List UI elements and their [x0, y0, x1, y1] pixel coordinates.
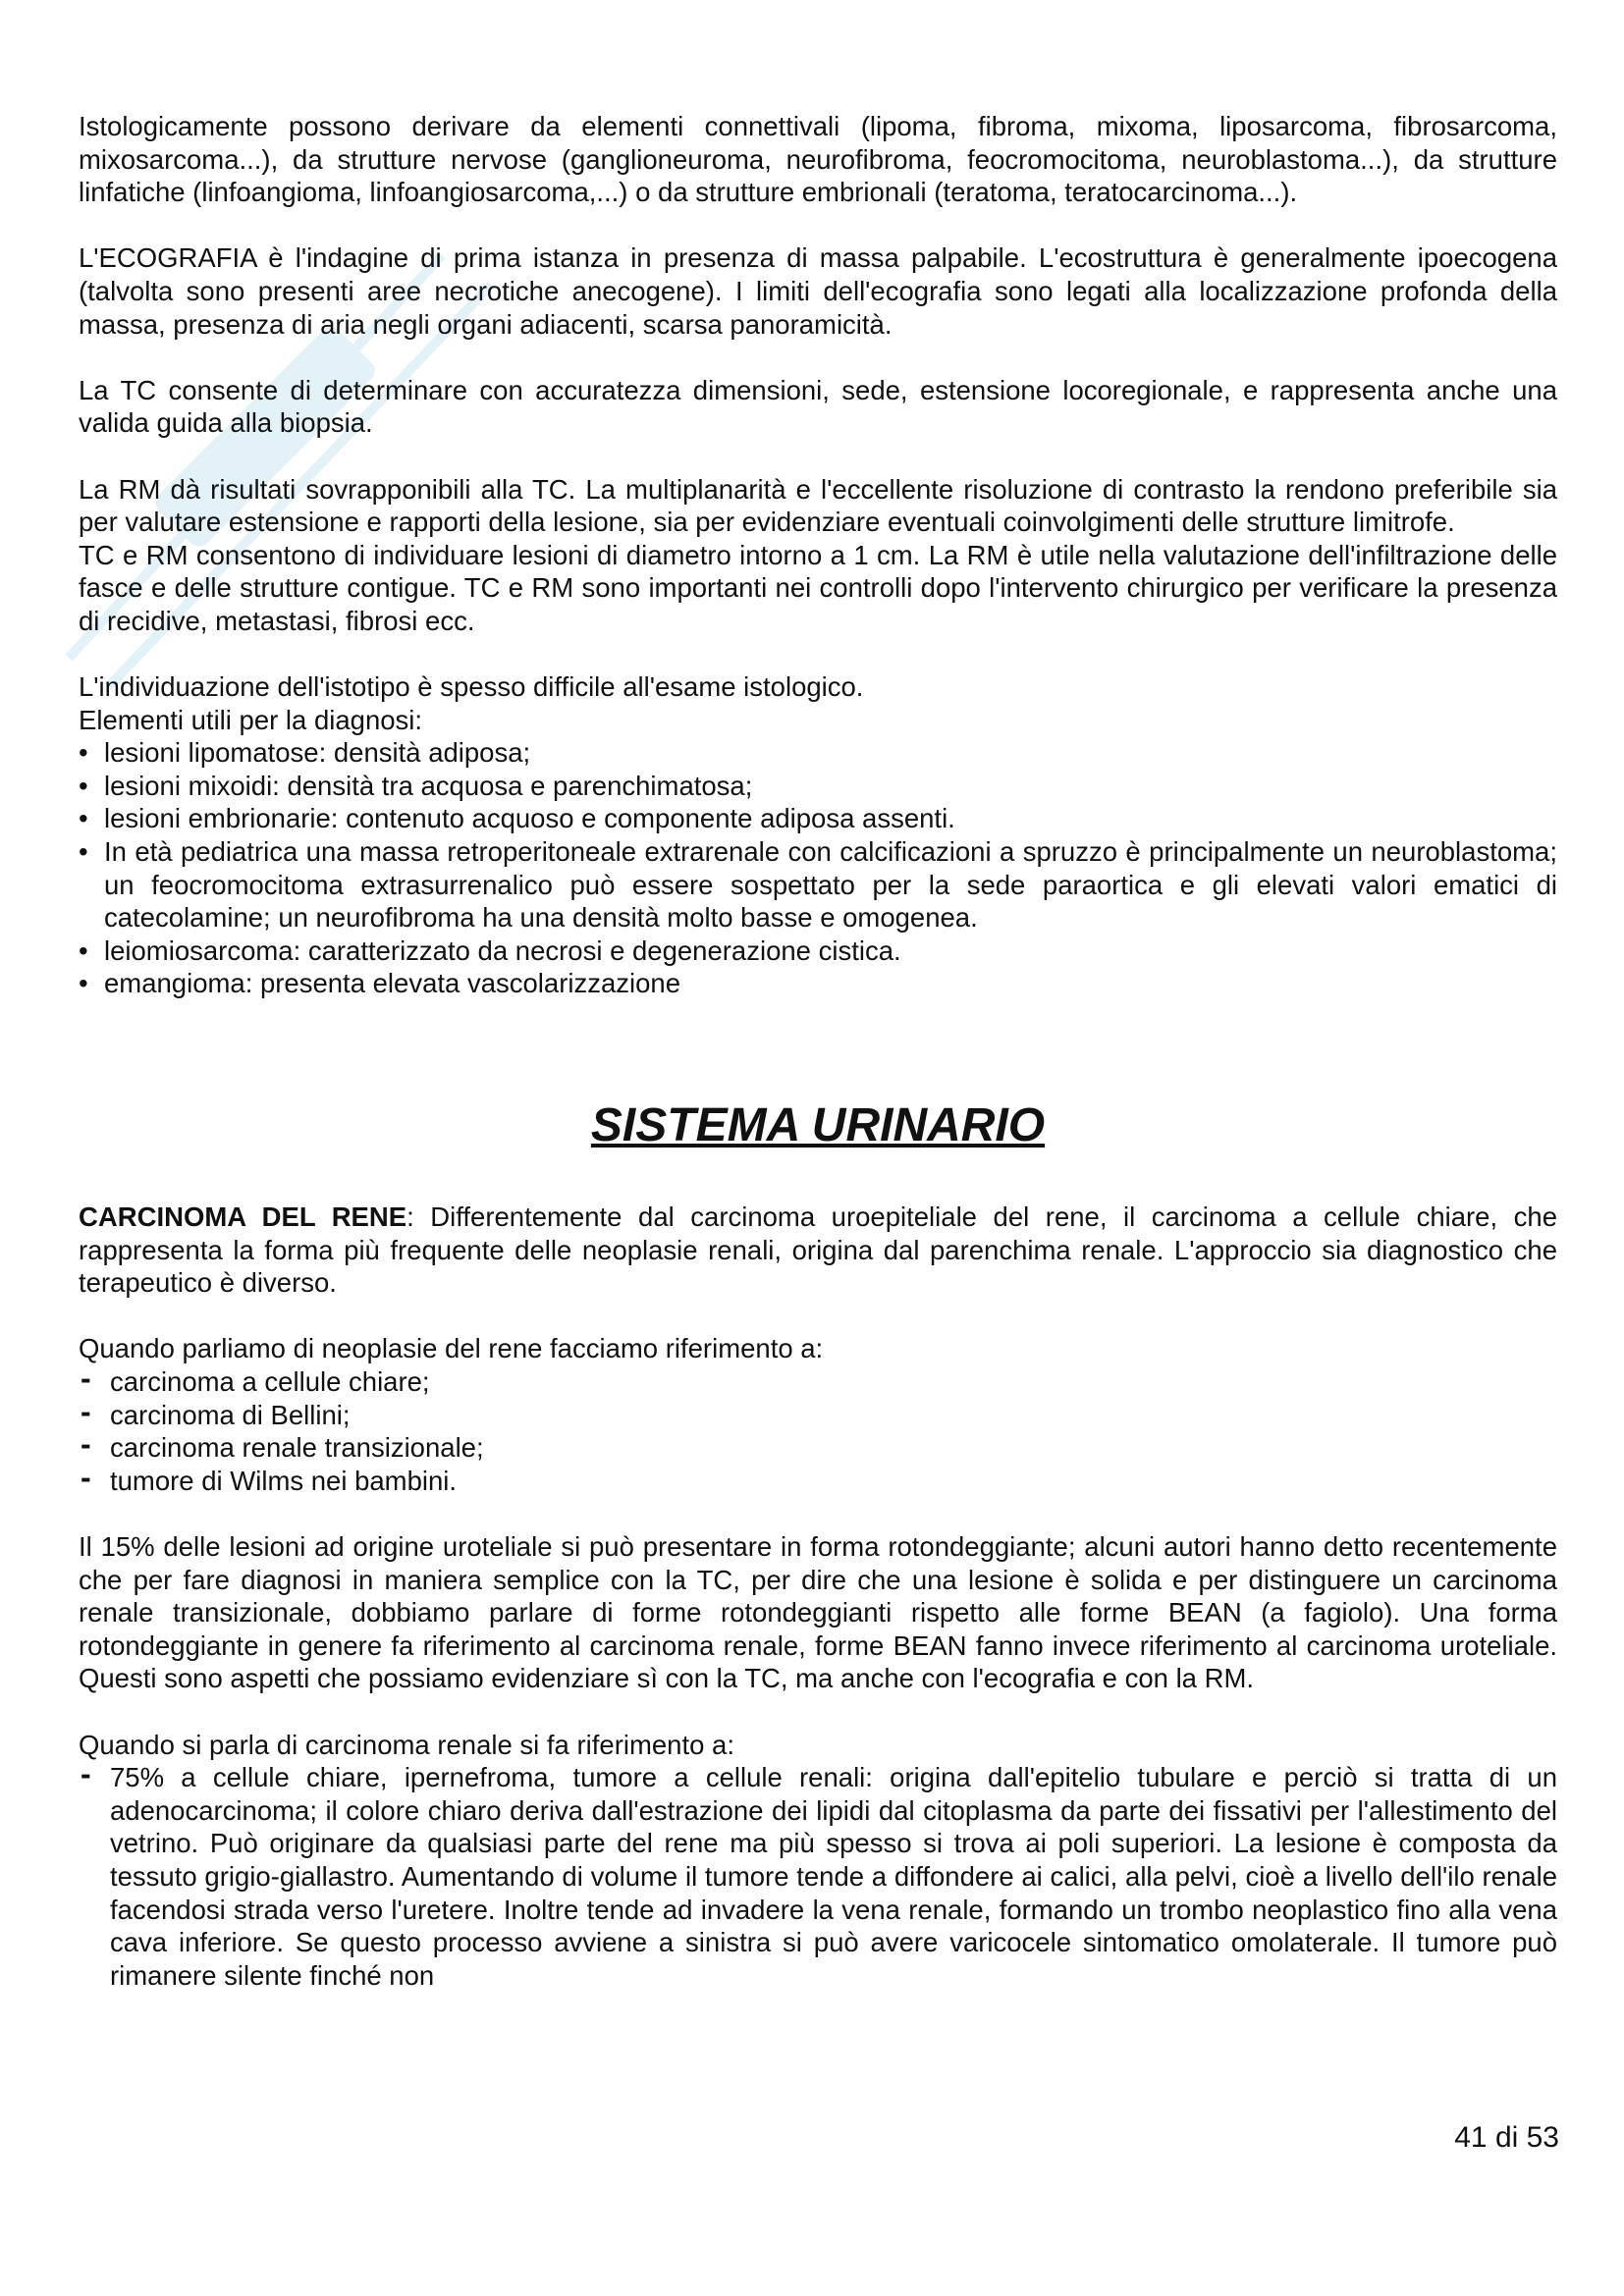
paragraph-histology: Istologicamente possono derivare da elementi connettivali (lipoma, fibroma, mixoma, liposarcoma, fibrosarcoma, mixosarcoma...), da strutture nervose (ganglioneuroma, neurofibroma, feocromocitoma, neuroblastoma...), da strutture linfatiche (linfoangioma, linfoangiosarcoma,...) o da strutture embrionali (teratoma, teratocarcinoma...).	[79, 111, 1557, 208]
document-page	[79, 110, 1557, 1992]
list-item: - 75% a cellule chiare, ipernefroma, tumore a cellule renali: origina dall'epitelio tubulare e perciò si tratta di un adenocarcinoma; il colore chiaro deriva dall'estrazione dei lipidi dal citoplasma da parte dei fissativi per l'allestimento del vetrino. Può originare da qualsiasi parte del rene ma più spesso si trova ai poli superiori. La lesione è composta da tessuto grigio-giallastro. Aumentando di volume il tumore tende a diffondere ai calici, alla pelvi, cioè a livello dell'ilo renale facendosi strada verso l'uretere. Inoltre tende ad invadere la vena renale, formando un trombo neoplastico fino alla vena cava inferiore. Se questo processo avviene a sinistra si può avere varicocele sintomatico omolaterale. Il tumore può rimanere silente finché non	[79, 1761, 1557, 1992]
paragraph-rm: La RM dà risultati sovrapponibili alla TC. La multiplanarità e l'eccellente risoluzione di contrasto la rendono preferibile sia per valutare estensione e rapporti della lesione, sia per evidenziare eventuali coinvolgimenti delle strutture limitrofe.	[79, 473, 1557, 538]
list-item: • lesioni lipomatose: densità adiposa;	[79, 736, 1557, 770]
section-title: SISTEMA URINARIO	[590, 1099, 1046, 1152]
carcinoma-text: : Differentemente dal carcinoma uroepiteliale del rene, il carcinoma a cellule chiare, che rappresenta la forma più frequente delle neoplasie renali, origina dal parenchima renale. L'approccio sia diagnostico che terapeutico è diverso.	[79, 1201, 1558, 1299]
list-item: - tumore di Wilms nei bambini.	[79, 1465, 1557, 1498]
neoplasie-dash-list	[79, 1365, 1557, 1497]
list-item: • emangioma: presenta elevata vascolarizzazione	[79, 967, 1557, 1000]
list-item: • lesioni mixoidi: densità tra acquosa e parenchimatosa;	[79, 770, 1557, 803]
list-item: • leiomiosarcoma: caratterizzato da necrosi e degenerazione cistica.	[79, 934, 1557, 968]
paragraph-tc: La TC consente di determinare con accuratezza dimensioni, sede, estensione locoregionale, e rappresenta anche una valida guida alla biopsia.	[79, 374, 1557, 439]
list-item: • In età pediatrica una massa retroperitoneale extrarenale con calcificazioni a spruzzo è principalmente un neuroblastoma; un feocromocitoma extrasurrenalico può essere sospettato per la sede paraortica e gli elevati valori ematici di catecolamine; un neurofibroma ha una densità molto basse e omogenea.	[79, 835, 1557, 934]
paragraph-urotelial: Il 15% delle lesioni ad origine uroteliale si può presentare in forma rotondeggiante; alcuni autori hanno detto recentemente che per fare diagnosi in maniera semplice con la TC, per dire che una lesione è solida e per distinguere un carcinoma renale transizionale, dobbiamo parlare di forme rotondeggianti rispetto alle forme BEAN (a fagiolo). Una forma rotondeggiante in genere fa riferimento al carcinoma renale, forme BEAN fanno invece riferimento al carcinoma uroteliale. Questi sono aspetti che possiamo evidenziare sì con la TC, ma anche con l'ecografia e con la RM.	[79, 1530, 1557, 1694]
paragraph-elementi: Elementi utili per la diagnosi:	[79, 704, 423, 735]
diagnosis-bullet-list	[79, 736, 1557, 1000]
paragraph-ecografia: L'ECOGRAFIA è l'indagine di prima istanza in presenza di massa palpabile. L'ecostruttura è generalmente ipoecogena (talvolta sono presenti aree necrotiche anecogene). I limiti dell'ecografia sono legati alla localizzazione profonda della massa, presenza di aria negli organi adiacenti, scarsa panoramicità.	[79, 242, 1557, 340]
list-item: - carcinoma a cellule chiare;	[79, 1365, 1557, 1399]
list-item: - carcinoma renale transizionale;	[79, 1431, 1557, 1465]
paragraph-carcinoma-rene	[79, 1201, 1557, 1300]
paragraph-neoplasie-intro: Quando parliamo di neoplasie del rene facciamo riferimento a:	[79, 1333, 824, 1364]
paragraph-istotipo: L'individuazione dell'istotipo è spesso difficile all'esame istologico.	[79, 671, 864, 703]
paragraph-tc-rm: TC e RM consentono di individuare lesioni di diametro intorno a 1 cm. La RM è utile nella valutazione dell'infiltrazione delle fasce e delle strutture contigue. TC e RM sono importanti nei controlli dopo l'intervento chirurgico per verificare la presenza di recidive, metastasi, fibrosi ecc.	[79, 539, 1557, 636]
carcinoma-heading: CARCINOMA DEL RENE	[79, 1201, 407, 1233]
page-number: 41 di 53	[1454, 2121, 1559, 2154]
list-item: - carcinoma di Bellini;	[79, 1399, 1557, 1432]
list-item: • lesioni embrionarie: contenuto acquoso e componente adiposa assenti.	[79, 802, 1557, 835]
paragraph-renale-intro: Quando si parla di carcinoma renale si fa riferimento a:	[79, 1729, 734, 1760]
renale-dash-list	[79, 1761, 1557, 1992]
